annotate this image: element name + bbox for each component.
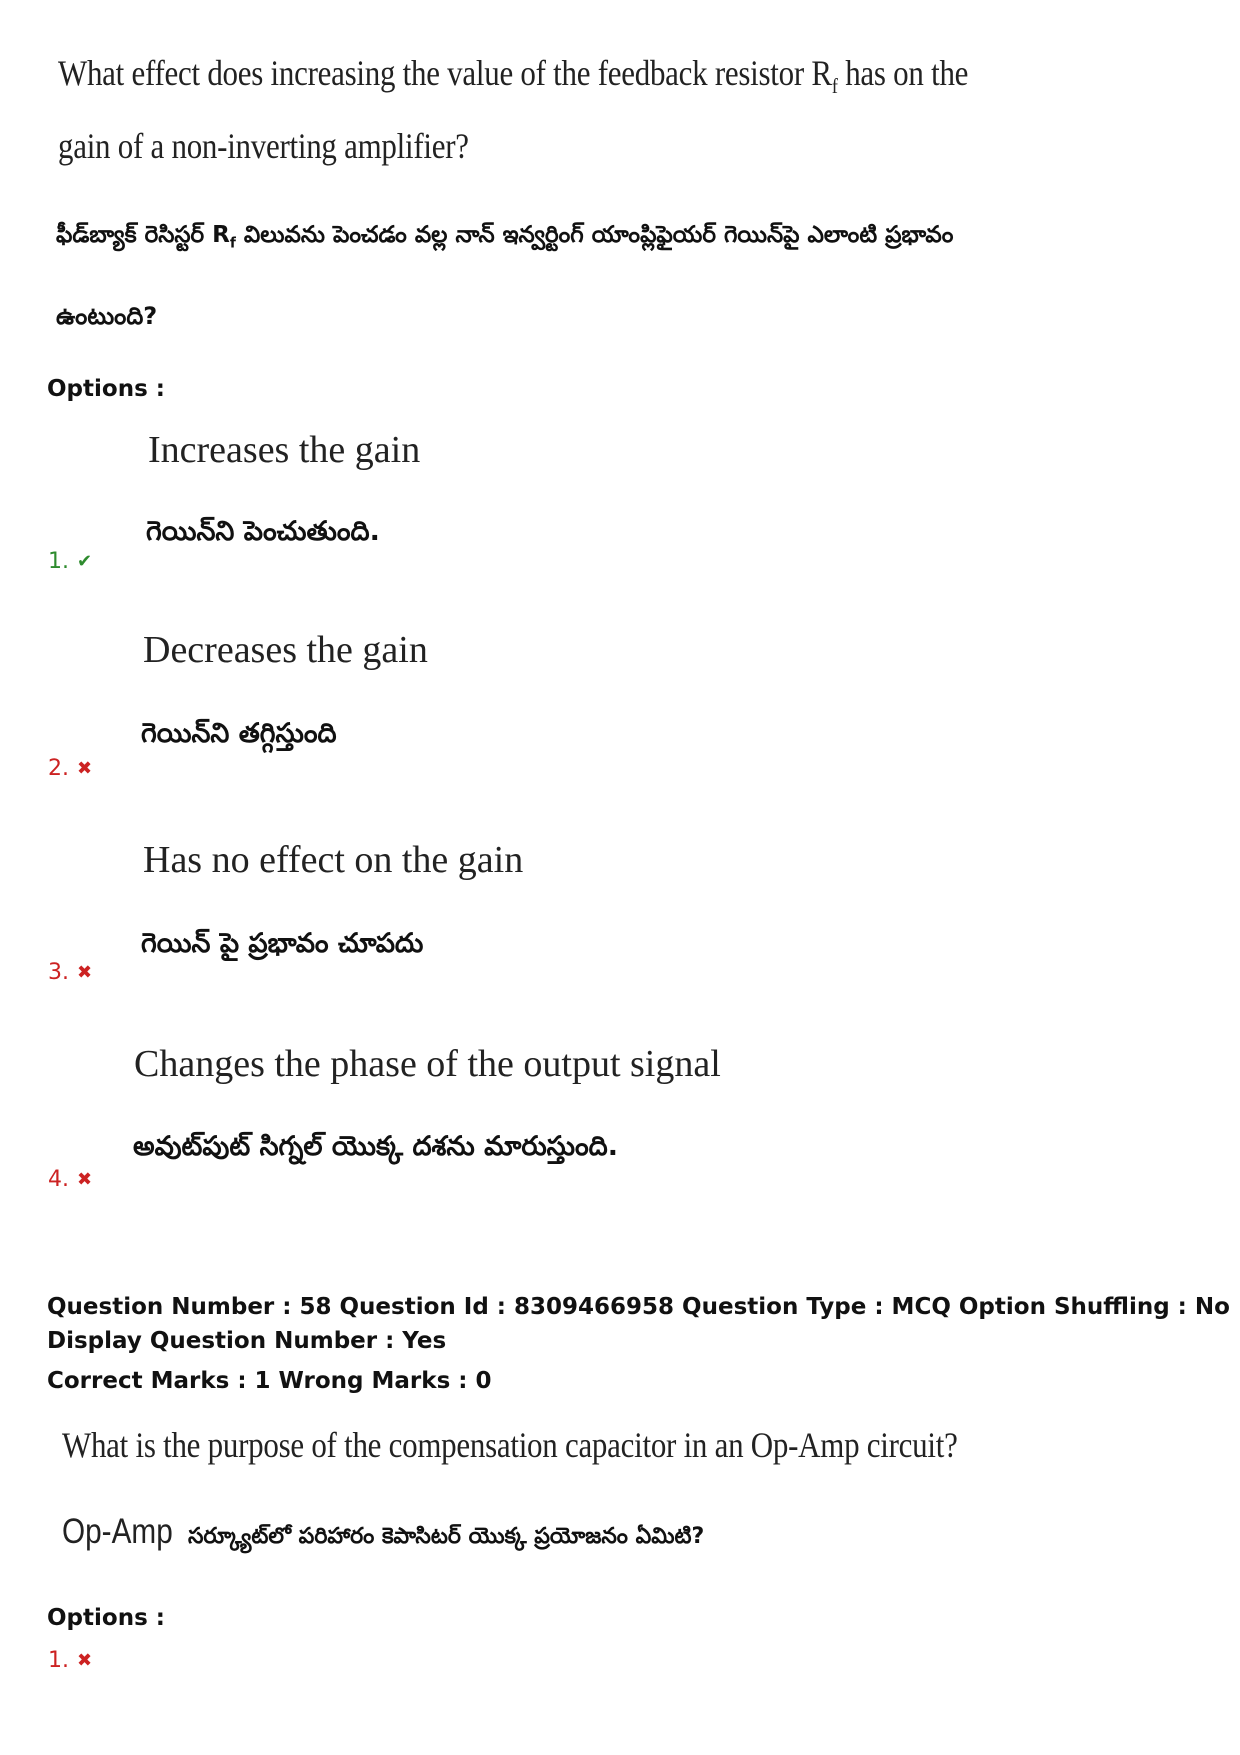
question-58-text-en: What is the purpose of the compensation capacitor in an Op-Amp circuit? <box>62 1425 958 1465</box>
cross-icon: ✖ <box>77 1650 93 1671</box>
question-57-text-en-line1 <box>58 52 968 99</box>
check-icon: ✔ <box>77 551 93 572</box>
question-57-text-te-line1 <box>56 222 953 254</box>
option-3-text-en: Has no effect on the gain <box>143 839 524 881</box>
question-57-text-te-line2: ఉంటుంది? <box>56 302 158 330</box>
option-3-number[interactable] <box>48 960 92 985</box>
question-58-meta-line1: Question Number : 58 Question Id : 8309466958 Question Type : MCQ Option Shuffling : No <box>47 1294 1230 1320</box>
subscript: f <box>831 74 838 99</box>
q58-option-1-number[interactable] <box>48 1648 92 1673</box>
question-text-part: ఫీడ్‌బ్యాక్ రెసిస్టర్ R <box>56 222 230 248</box>
option-1-number[interactable] <box>48 549 92 574</box>
option-number-label: 4. <box>48 1167 69 1192</box>
question-58-marks: Correct Marks : 1 Wrong Marks : 0 <box>47 1368 492 1394</box>
option-2-text-en: Decreases the gain <box>143 629 428 671</box>
option-number-label: 3. <box>48 960 69 985</box>
question-text-part: విలువను పెంచడం వల్ల నాన్ ఇన్వర్టింగ్ యాంప్లిఫైయర్ గెయిన్‌పై ఎలాంటి ప్రభావం <box>235 222 954 248</box>
option-number-label: 1. <box>48 549 69 574</box>
option-3-text-te: గెయిన్ పై ప్రభావం చూపదు <box>141 928 424 959</box>
option-2-number[interactable] <box>48 756 92 781</box>
option-4-text-te: అవుట్‌పుట్ సిగ్నల్ యొక్క దశను మారుస్తుంది. <box>133 1131 618 1162</box>
option-1-text-en: Increases the gain <box>148 429 421 471</box>
question-57-text-en-line2: gain of a non-inverting amplifier? <box>58 126 469 166</box>
option-4-text-en: Changes the phase of the output signal <box>134 1043 721 1085</box>
option-4-number[interactable] <box>48 1167 92 1192</box>
question-text-part: has on the <box>837 53 969 93</box>
cross-icon: ✖ <box>77 1169 93 1190</box>
question-text-part: What effect does increasing the value of the feedback resistor R <box>58 53 832 93</box>
question-58-meta-line2: Display Question Number : Yes <box>47 1328 447 1354</box>
option-2-text-te: గెయిన్‌ని తగ్గిస్తుంది <box>141 718 337 749</box>
option-1-text-te: గెయిన్‌ని పెంచుతుంది. <box>146 516 380 547</box>
question-text-part: సర్క్యూట్‌లో పరిహారం కెపాసిటర్ యొక్క ప్రయోజనం ఏమిటి? <box>180 1524 705 1549</box>
cross-icon: ✖ <box>77 758 93 779</box>
options-label-58: Options : <box>47 1605 165 1631</box>
option-number-label: 2. <box>48 756 69 781</box>
options-label: Options : <box>47 376 165 402</box>
op-amp-term: Op-Amp <box>62 1512 173 1551</box>
option-number-label: 1. <box>48 1648 69 1673</box>
cross-icon: ✖ <box>77 962 93 983</box>
question-58-text-te <box>62 1512 704 1554</box>
subscript: f <box>229 235 236 252</box>
